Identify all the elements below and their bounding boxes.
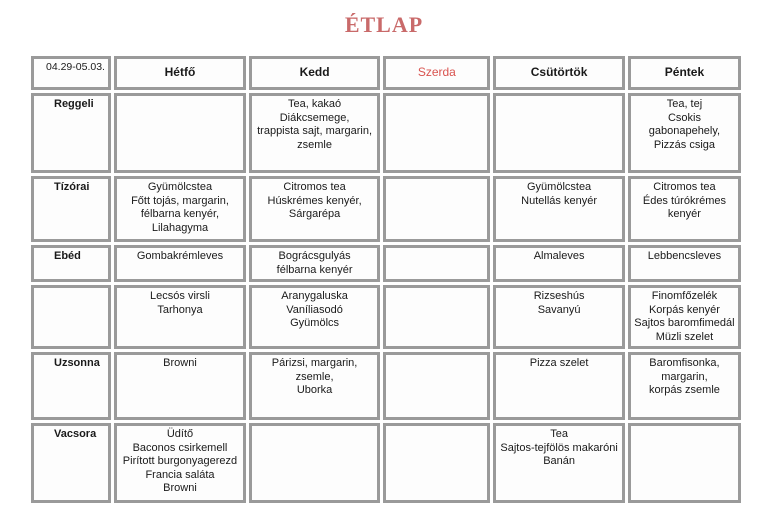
menu-item: Banán <box>543 455 575 467</box>
menu-item: Pizzás csiga <box>653 138 716 151</box>
meal-label <box>31 285 111 349</box>
menu-item: Finomfőzelék <box>651 290 718 302</box>
menu-item: Bográcsgulyás <box>278 250 351 262</box>
menu-item: trappista sajt, margarin, <box>257 125 373 137</box>
menu-cell-wednesday <box>383 423 490 503</box>
menu-cell-friday <box>628 176 741 242</box>
menu-item: Gyümölcstea <box>526 181 592 193</box>
menu-item: zsemle <box>297 138 332 151</box>
menu-item: Csokis <box>667 111 701 124</box>
menu-item: Gombakrémleves <box>136 250 224 262</box>
meal-row <box>31 285 741 349</box>
menu-cell-wednesday <box>383 93 490 173</box>
menu-cell-wednesday <box>383 285 490 349</box>
menu-item: Nutellás kenyér <box>521 194 597 207</box>
menu-item: Browni <box>163 482 197 494</box>
menu-cell-friday <box>628 423 741 503</box>
menu-item: Korpás kenyér <box>648 303 720 316</box>
menu-cell-monday <box>114 93 246 173</box>
menu-item: Tarhonya <box>157 303 203 316</box>
menu-item: Savanyú <box>537 303 581 316</box>
menu-item: Citromos tea <box>283 181 346 193</box>
menu-cell-monday <box>114 352 246 420</box>
menu-item: Vaníliasodó <box>286 303 343 316</box>
menu-item: Főtt tojás, margarin, <box>131 194 229 207</box>
menu-cell-tuesday <box>249 423 381 503</box>
menu-item: Tea <box>550 428 568 440</box>
meal-row <box>31 423 741 503</box>
menu-item: Édes túrókrémes <box>642 194 727 207</box>
menu-cell-monday <box>114 176 246 242</box>
menu-cell-wednesday <box>383 352 490 420</box>
menu-cell-wednesday <box>383 176 490 242</box>
meal-row <box>31 93 741 173</box>
menu-item: Müzli szelet <box>655 330 714 343</box>
menu-cell-tuesday <box>249 93 381 173</box>
menu-table <box>28 53 744 506</box>
day-header-thursday: Csütörtök <box>493 56 625 90</box>
menu-cell-tuesday <box>249 176 381 242</box>
meal-label: Tízórai <box>31 176 111 242</box>
menu-cell-friday <box>628 352 741 420</box>
menu-item: Baconos csirkemell <box>132 441 228 454</box>
menu-item: félbarna kenyér <box>276 263 353 276</box>
menu-cell-thursday <box>493 93 625 173</box>
menu-item: margarin, <box>661 370 708 383</box>
menu-item: korpás zsemle <box>648 384 720 396</box>
day-header-monday: Hétfő <box>114 56 246 90</box>
menu-item: Sajtos baromfimedál <box>634 317 735 329</box>
menu-item: Pirított burgonyagerezd <box>122 455 238 467</box>
menu-item: Gyümölcs <box>290 317 340 329</box>
header-row <box>31 56 741 90</box>
menu-item: Lecsós virsli <box>150 290 210 302</box>
menu-item: Almaleves <box>533 250 585 262</box>
day-header-tuesday: Kedd <box>249 56 381 90</box>
date-range: 04.29-05.03. <box>31 56 111 90</box>
menu-cell-tuesday <box>249 245 381 282</box>
menu-cell-thursday <box>493 245 625 282</box>
meal-row <box>31 352 741 420</box>
meal-row <box>31 176 741 242</box>
menu-item: zsemle, <box>295 370 334 383</box>
menu-item: Tea, tej <box>666 98 703 110</box>
menu-cell-wednesday <box>383 245 490 282</box>
menu-cell-thursday <box>493 285 625 349</box>
day-header-wednesday: Szerda <box>383 56 490 90</box>
menu-cell-thursday <box>493 423 625 503</box>
menu-item: kenyér <box>667 208 701 220</box>
menu-item: Lebbencsleves <box>647 250 722 262</box>
menu-cell-friday <box>628 285 741 349</box>
menu-item: Browni <box>163 357 197 369</box>
menu-item: Diákcsemege, <box>279 111 350 124</box>
menu-item: Uborka <box>296 384 333 396</box>
meal-label: Reggeli <box>31 93 111 173</box>
menu-cell-thursday <box>493 176 625 242</box>
menu-cell-thursday <box>493 352 625 420</box>
meal-row <box>31 245 741 282</box>
menu-item: Tea, kakaó <box>287 98 342 110</box>
day-header-friday: Péntek <box>628 56 741 90</box>
meal-label: Vacsora <box>31 423 111 503</box>
meal-label: Ebéd <box>31 245 111 282</box>
menu-cell-friday <box>628 245 741 282</box>
menu-cell-tuesday <box>249 285 381 349</box>
page-title: ÉTLAP <box>344 12 424 37</box>
menu-cell-monday <box>114 285 246 349</box>
menu-item: Francia saláta <box>145 468 215 481</box>
menu-cell-friday <box>628 93 741 173</box>
menu-item: Pizza szelet <box>529 357 589 369</box>
menu-item: Húskrémes kenyér, <box>267 194 362 207</box>
menu-item: gabonapehely, <box>648 125 721 137</box>
menu-item: Gyümölcstea <box>147 181 213 193</box>
menu-item: Párizsi, margarin, <box>271 357 358 369</box>
menu-item: Lilahagyma <box>151 221 209 234</box>
menu-item: Citromos tea <box>653 181 716 193</box>
menu-cell-monday <box>114 245 246 282</box>
menu-item: félbarna kenyér, <box>140 208 220 220</box>
menu-item: Sárgarépa <box>288 208 341 220</box>
menu-item: Sajtos-tejfölös makaróni <box>500 441 618 454</box>
menu-cell-monday <box>114 423 246 503</box>
menu-item: Üdítő <box>166 428 194 440</box>
menu-item: Rizseshús <box>533 290 585 302</box>
menu-item: Aranygaluska <box>281 290 348 302</box>
menu-item: Baromfisonka, <box>649 357 720 369</box>
menu-cell-tuesday <box>249 352 381 420</box>
meal-label: Uzsonna <box>31 352 111 420</box>
